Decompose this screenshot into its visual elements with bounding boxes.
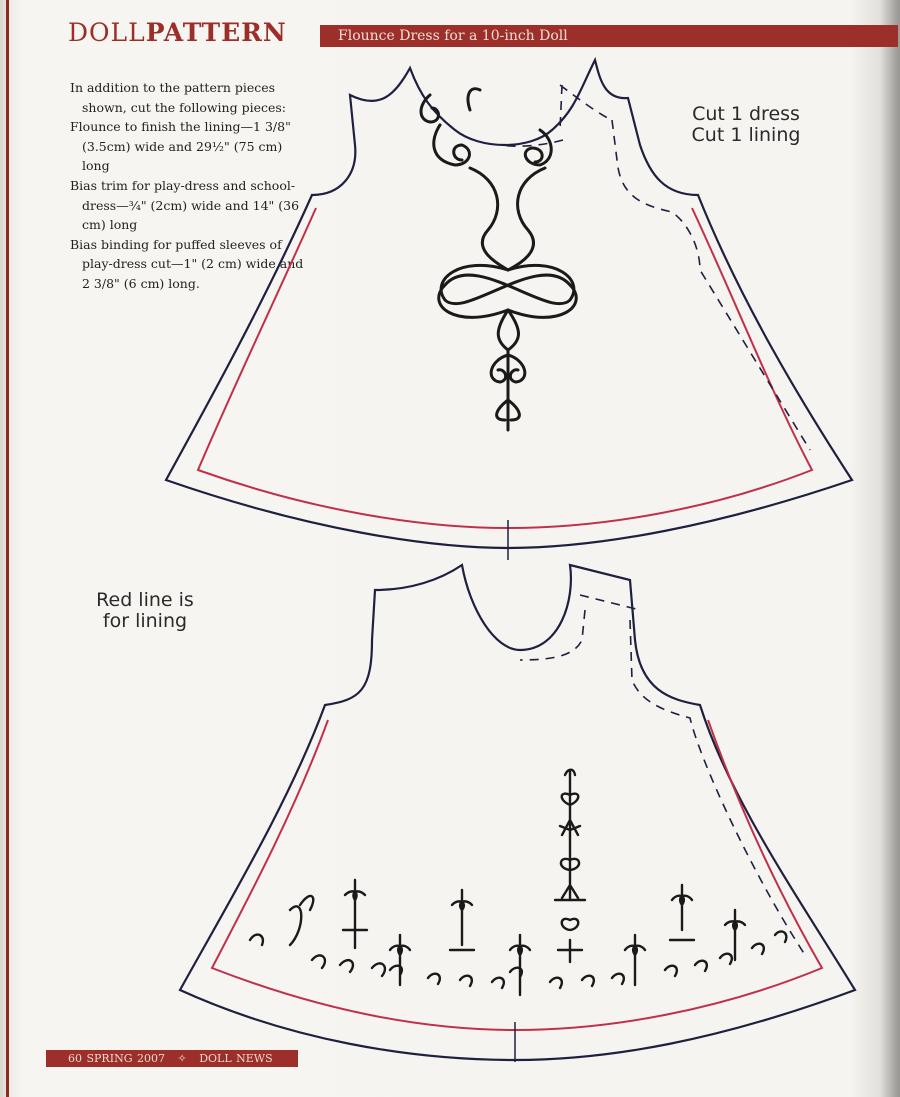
lining-legend-line2: for lining — [102, 610, 188, 632]
instruction-item-bias-binding: Bias binding for puffed sleeves of play-dress cut—1" (2 cm) wide and 2 3/8" (6 cm) long. — [70, 236, 304, 291]
back-pattern-piece — [180, 565, 855, 1062]
article-title: Flounce Dress for a 10-inch Doll — [338, 28, 568, 44]
instruction-item-flounce: Flounce to finish the lining—1 3/8" (3.5cm) wide and 29½" (75 cm) long — [70, 119, 291, 174]
back-outline — [180, 565, 855, 1060]
soutache-scroll-ornament — [421, 89, 576, 430]
brand-regular: DOLL — [68, 18, 146, 47]
page-number: 60 — [68, 1052, 82, 1065]
magazine-name: DOLL NEWS — [199, 1052, 273, 1065]
issue-label: SPRING 2007 — [86, 1052, 165, 1065]
instruction-item-bias-trim: Bias trim for play-dress and school-dress—¾" (2cm) wide and 14" (36 cm) long — [70, 177, 300, 233]
footer-separator-icon: ✧ — [177, 1052, 187, 1065]
brand-bold: PATTERN — [145, 18, 287, 47]
instructions-intro: In addition to the pattern pieces shown, cut the following pieces: — [70, 80, 286, 115]
lining-legend-note — [70, 590, 220, 632]
front-lining-line — [198, 208, 812, 528]
cut-dress-label: Cut 1 dress — [692, 103, 800, 125]
floral-embroidery-ornament — [250, 770, 786, 995]
back-lining-line — [212, 720, 822, 1030]
cut-lining-label: Cut 1 lining — [691, 124, 801, 146]
page-footer — [46, 1050, 298, 1067]
lining-legend-line1: Red line is — [96, 589, 194, 611]
cut-instruction-note — [672, 104, 820, 146]
